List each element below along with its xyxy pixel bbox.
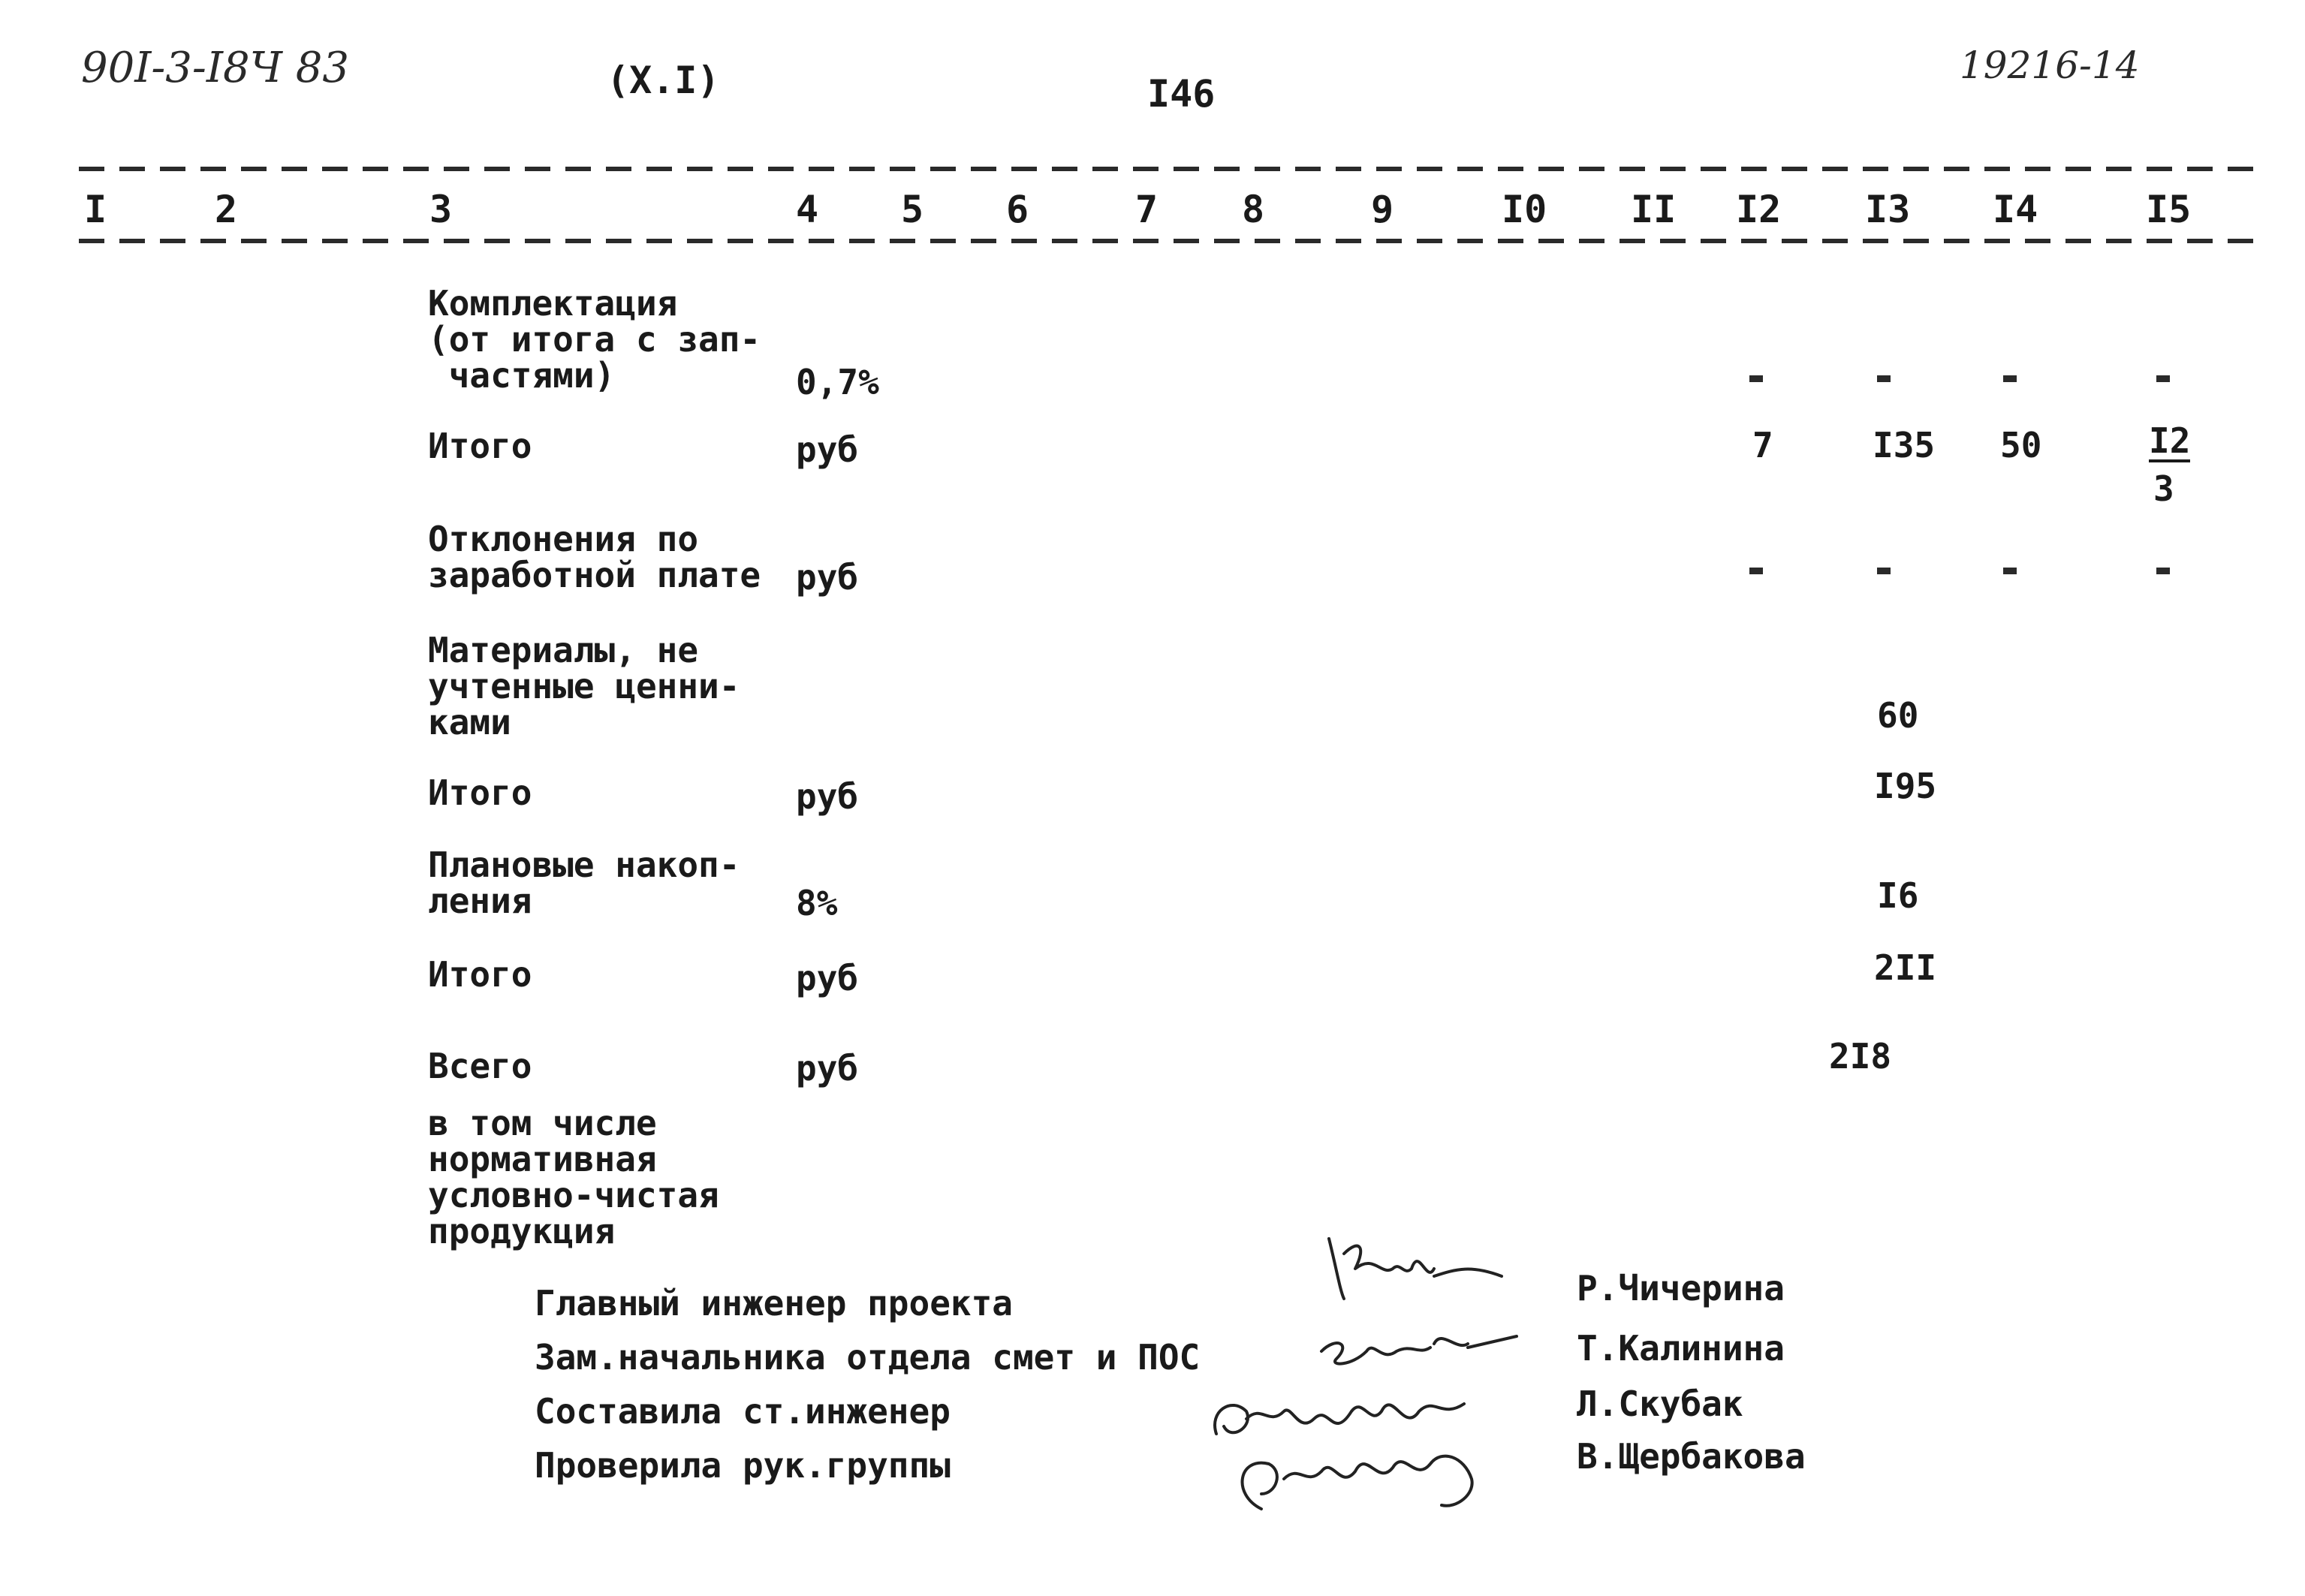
- column-header: 8: [1242, 188, 1265, 231]
- row-label: Всего: [428, 1046, 532, 1086]
- handwritten-signature-2: [1306, 1321, 1524, 1381]
- row-label: ления: [428, 881, 532, 921]
- cell-value: I6: [1877, 875, 1919, 916]
- cell-value: 2I8: [1829, 1036, 1892, 1077]
- column-header: I: [84, 188, 107, 231]
- row-unit: руб: [796, 958, 859, 998]
- row-label: Итого: [428, 772, 532, 813]
- column-header: I2: [1736, 188, 1782, 231]
- archive-number: 19216-14: [1960, 44, 2140, 87]
- signatory-name: Л.Скубак: [1577, 1384, 1743, 1424]
- row-label: Материалы, не: [428, 630, 699, 670]
- cell-value: 50: [2000, 425, 2042, 465]
- dash-mark: [2003, 375, 2017, 382]
- page-number: I46: [1147, 72, 1216, 116]
- row-label: в том числе: [428, 1103, 657, 1143]
- row-unit: 0,7%: [796, 362, 879, 402]
- signature-role: Главный инженер проекта: [535, 1283, 1013, 1323]
- dash-mark: [1877, 375, 1891, 382]
- header-top-rule: [79, 167, 2267, 171]
- column-header: 9: [1371, 188, 1394, 231]
- row-unit: руб: [796, 429, 859, 470]
- signatory-name: Р.Чичерина: [1577, 1268, 1785, 1308]
- row-label: Комплектация: [428, 283, 678, 324]
- document-code: 90I-3-I8Ч 83: [81, 44, 349, 92]
- dash-mark: [2156, 375, 2170, 382]
- handwritten-signature-4: [1216, 1426, 1487, 1531]
- signature-role: Составила ст.инженер: [535, 1391, 951, 1432]
- row-unit: 8%: [796, 883, 838, 923]
- section-code: (X.I): [607, 59, 720, 102]
- cell-value: 2II: [1874, 947, 1937, 988]
- row-label: заработной плате: [428, 555, 761, 595]
- column-header: II: [1631, 188, 1677, 231]
- cell-value: I35: [1873, 425, 1936, 465]
- column-header: I0: [1502, 188, 1547, 231]
- dash-mark: [1877, 568, 1891, 574]
- dash-mark: [2156, 568, 2170, 574]
- signature-role: Зам.начальника отдела смет и ПОС: [535, 1337, 1201, 1378]
- dash-mark: [2003, 568, 2017, 574]
- row-unit: руб: [796, 776, 859, 817]
- row-unit: руб: [796, 1048, 859, 1089]
- handwritten-signature-1: [1321, 1224, 1517, 1314]
- signatory-name: Т.Калинина: [1577, 1328, 1785, 1369]
- cell-value: 7: [1752, 425, 1773, 465]
- cell-value: 60: [1877, 695, 1919, 736]
- cell-fraction-bottom: 3: [2153, 468, 2174, 509]
- row-label: условно-чистая: [428, 1175, 719, 1215]
- column-header: 6: [1006, 188, 1029, 231]
- row-label: частями): [428, 355, 616, 396]
- row-label: учтенные ценни-: [428, 666, 740, 706]
- row-label: Отклонения по: [428, 519, 699, 559]
- column-header: 5: [901, 188, 924, 231]
- row-unit: руб: [796, 557, 859, 598]
- row-label: продукция: [428, 1211, 616, 1251]
- column-header: 2: [215, 188, 238, 231]
- dash-mark: [1749, 375, 1763, 382]
- column-header: I3: [1865, 188, 1911, 231]
- column-header: I4: [1993, 188, 2038, 231]
- dash-mark: [1749, 568, 1763, 574]
- column-header: 4: [796, 188, 819, 231]
- header-bottom-rule: [79, 239, 2267, 243]
- signature-role: Проверила рук.группы: [535, 1445, 951, 1486]
- row-label: нормативная: [428, 1139, 657, 1179]
- row-label: ками: [428, 702, 511, 742]
- cell-value: I95: [1874, 766, 1937, 806]
- column-header: 3: [429, 188, 453, 231]
- row-label: Итого: [428, 426, 532, 466]
- row-label: Плановые накоп-: [428, 845, 740, 885]
- signatory-name: В.Щербакова: [1577, 1436, 1806, 1477]
- row-label: Итого: [428, 954, 532, 995]
- column-header: I5: [2146, 188, 2192, 231]
- row-label: (от итога с зап-: [428, 319, 761, 360]
- cell-fraction-top: I2: [2149, 420, 2191, 461]
- column-header: 7: [1135, 188, 1159, 231]
